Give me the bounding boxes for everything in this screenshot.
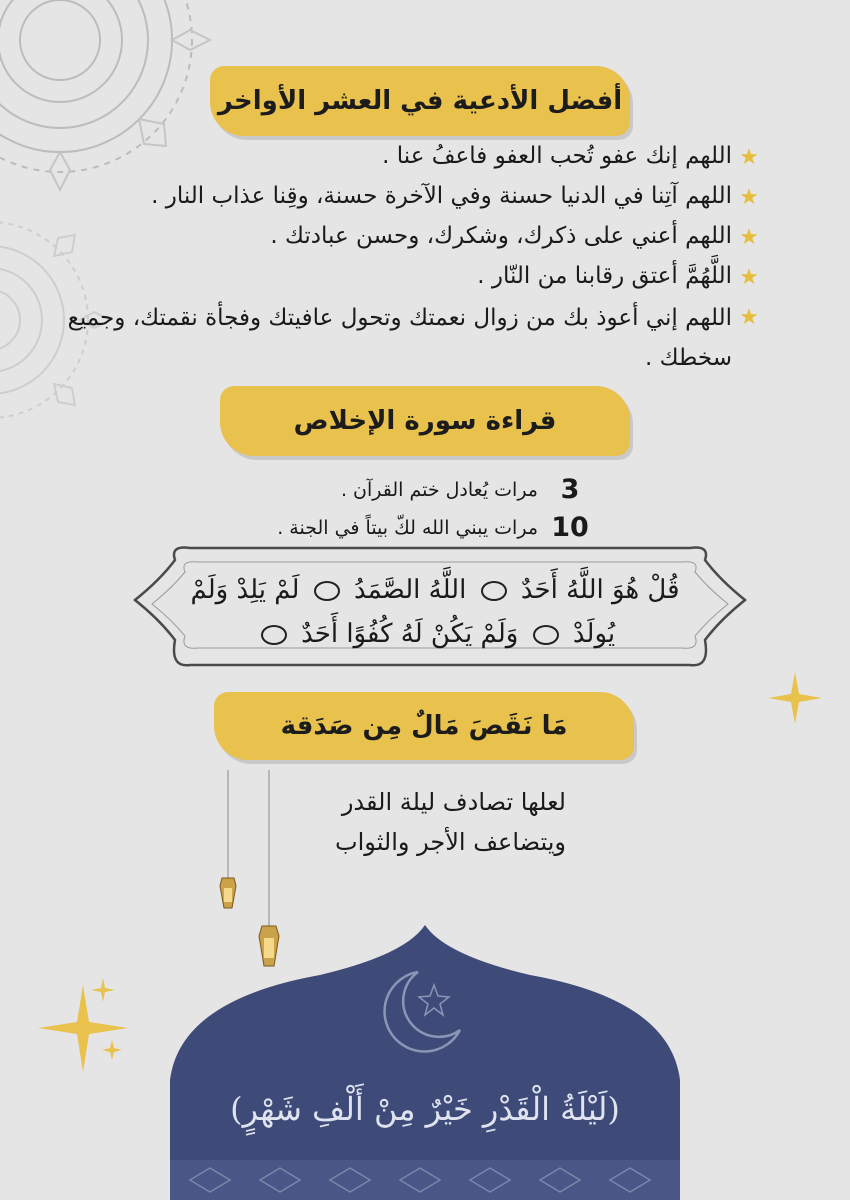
- ayah-3-start: لَمْ يَلِدْ وَلَمْ: [190, 575, 300, 605]
- count-number: 10: [551, 512, 589, 543]
- surah-ikhlas-text: [160, 568, 710, 656]
- count-number: 3: [560, 474, 580, 505]
- sparkle-star-right-icon: [768, 672, 822, 724]
- lantern-right-icon: [259, 770, 279, 966]
- ayah-end-icon: [533, 625, 559, 645]
- dua-item: [66, 218, 766, 258]
- dua-text: اللهم إني أعوذ بك من زوال نعمتك وتحول عافيتك وفجأة نقمتك، وجميع سخطك .: [67, 305, 732, 371]
- ayah-end-icon: [481, 581, 507, 601]
- sparkle-star-left-icon: [38, 978, 128, 1072]
- dua-item: [66, 138, 766, 178]
- star-bullet-icon: ★: [739, 145, 759, 170]
- duas-list: [66, 138, 766, 378]
- dua-text: اللهم أعني على ذكرك، وشكرك، وحسن عبادتك .: [270, 223, 732, 249]
- ayah-end-icon: [314, 581, 340, 601]
- count-text: مرات يُعادل ختم القرآن .: [340, 478, 538, 501]
- star-bullet-icon: ★: [739, 265, 759, 290]
- dua-text: اللَّهُمَّ أعتق رقابنا من النّار .: [477, 263, 732, 289]
- dua-item: [66, 258, 766, 298]
- title-banner-text: أفضل الأدعية في العشر الأواخر: [217, 86, 623, 116]
- sadaqa-banner: [214, 692, 634, 760]
- dua-text: اللهم آتِنا في الدنيا حسنة وفي الآخرة حسنة، وقِنا عذاب النار .: [151, 183, 732, 209]
- lantern-left-icon: [220, 770, 236, 908]
- sadaqa-line: ويتضاعف الأجر والثواب: [335, 828, 566, 856]
- ikhlas-banner-text: قراءة سورة الإخلاص: [293, 406, 557, 436]
- count-row: [341, 474, 592, 505]
- ikhlas-line-1: [160, 568, 710, 612]
- star-bullet-icon: ★: [739, 305, 759, 330]
- sadaqa-text: [335, 782, 566, 862]
- star-bullet-icon: ★: [739, 225, 759, 250]
- sadaqa-banner-text: مَا نَقَصَ مَالٌ مِن صَدَقة: [280, 711, 568, 741]
- count-text: مرات يبني الله لكّ بيتاً في الجنة .: [277, 516, 538, 539]
- dua-text: اللهم إنك عفو تُحب العفو فاعفُ عنا .: [382, 143, 732, 169]
- star-bullet-icon: ★: [739, 185, 759, 210]
- ayah-end-icon: [261, 625, 287, 645]
- mosque-dome-icon: [170, 925, 680, 1200]
- sadaqa-line: لعلها تصادف ليلة القدر: [341, 788, 566, 816]
- ikhlas-line-2: [160, 612, 710, 656]
- ayah-3-end: يُولَدْ: [572, 619, 616, 649]
- ayah-2: اللَّهُ الصَّمَدُ: [354, 575, 467, 605]
- ayah-1: قُلْ هُوَ اللَّهُ أَحَدٌ: [520, 575, 680, 605]
- ayah-4: وَلَمْ يَكُنْ لَهُ كُفُوًا أَحَدٌ: [301, 619, 519, 649]
- ikhlas-banner: [220, 386, 630, 456]
- dua-item: [66, 298, 766, 378]
- footer-verse: (لَيْلَةُ الْقَدْرِ خَيْرٌ مِنْ أَلْفِ شَهْرٍ): [230, 1090, 620, 1128]
- dua-item: [66, 178, 766, 218]
- title-banner: [210, 66, 630, 136]
- count-row: [277, 512, 592, 543]
